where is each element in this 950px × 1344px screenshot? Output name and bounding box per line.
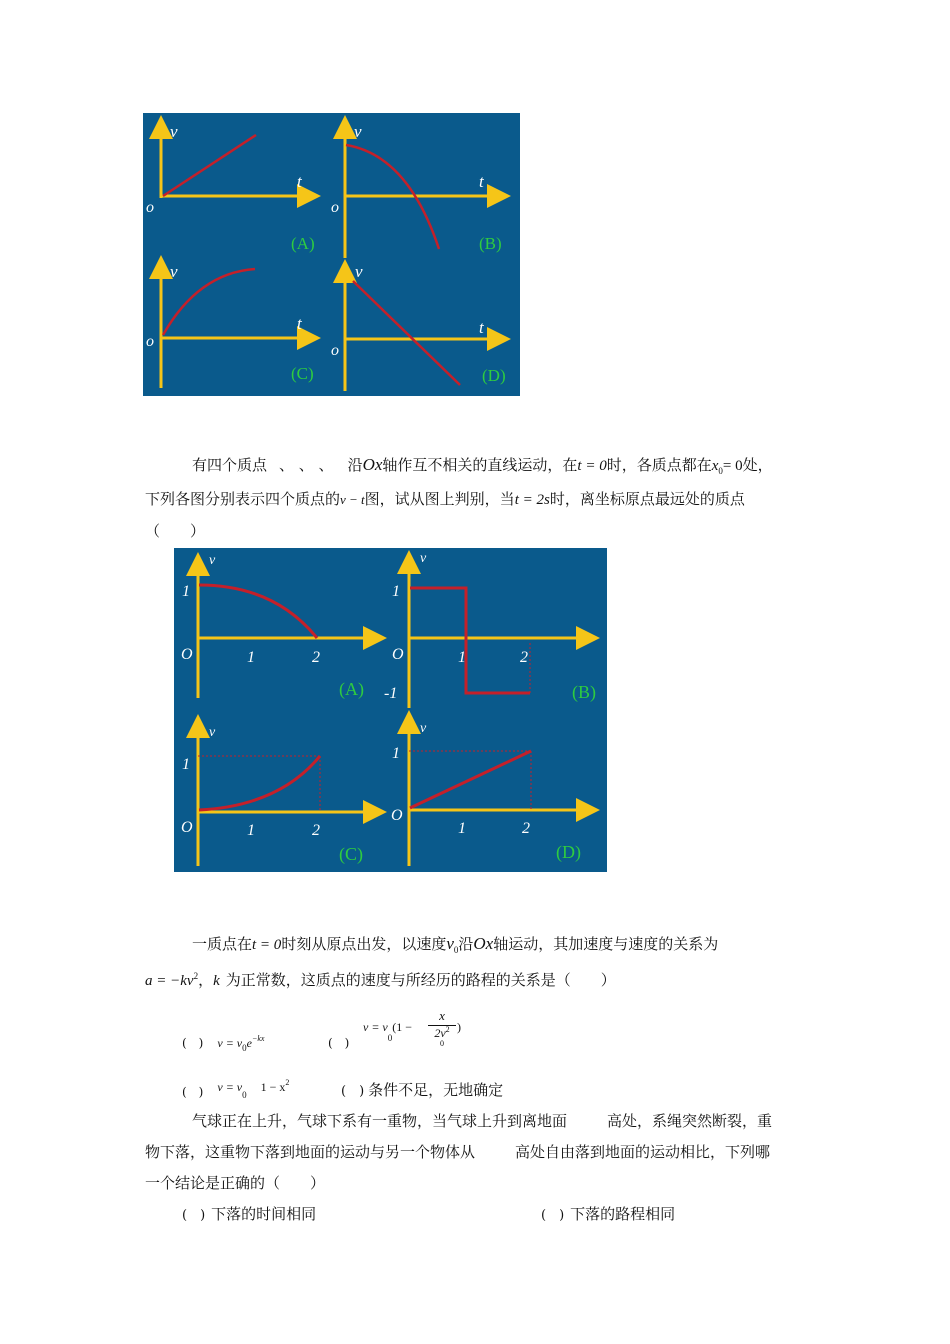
fig2-c-origin: O [181, 819, 193, 836]
fig2-d-origin: O [391, 807, 403, 824]
fig1-b-letter: (B) [479, 234, 502, 253]
q3-option-b: ( ) 下落的路程相同 [541, 1205, 676, 1223]
q2-option-d: ( ) 条件不足，无地确定 [341, 1081, 504, 1099]
fig2-b-v-label: v [420, 551, 427, 566]
fig2-b-origin: O [392, 646, 404, 663]
fig1-a-v-label: v [170, 122, 178, 141]
fig2-a-v-label: v [209, 553, 216, 568]
fig1-a-letter: (A) [291, 234, 315, 253]
q3-line2: 物下落，这重物下落到地面的运动与另一个物体从 高处自由落到地面的运动相比，下列哪 [145, 1143, 771, 1161]
figure1-vt-graphs [143, 113, 520, 396]
fig1-d-letter: (D) [482, 366, 506, 385]
fig1-a-t-label: t [297, 172, 302, 191]
fig2-c-tick2: 2 [312, 822, 320, 839]
fig1-d-t-label: t [479, 318, 484, 337]
fig1-b-t-label: t [479, 172, 484, 191]
fig1-a-origin: o [146, 199, 154, 216]
figure2-vt-graphs [174, 548, 607, 872]
q3-line3: 一个结论是正确的（ ） [145, 1174, 326, 1192]
q2-option-b-fraction: x $2v^2$ 0 [428, 1007, 456, 1048]
fig2-a-origin: O [181, 646, 193, 663]
fig2-a-letter: (A) [339, 679, 364, 699]
fig1-b-v-label: v [354, 122, 362, 141]
q3-option-a: ( ) 下落的时间相同 [182, 1205, 317, 1223]
fig1-d-origin: o [331, 342, 339, 359]
q2-option-a: ( ) $v = v_0e^{-kx}$ [182, 1034, 265, 1053]
fig2-b-vtick: 1 [392, 583, 400, 600]
fig2-a-tick1: 1 [247, 649, 255, 666]
fig2-b-neg: -1 [384, 685, 398, 702]
fig2-a-vtick: 1 [182, 583, 190, 600]
fig2-d-letter: (D) [556, 842, 581, 862]
fig2-b-letter: (B) [572, 682, 596, 702]
q3-line1: 气球正在上升，气球下系有一重物，当气球上升到离地面 高处，系绳突然断裂，重 [192, 1112, 773, 1130]
fig2-b-tick1: 1 [458, 649, 466, 666]
q1-line1: 有四个质点 、 、 、 沿Ox轴作互不相关的直线运动，在t = 0时，各质点都在$x_0= 0$处， [192, 455, 773, 476]
fig2-b-tick2: 2 [520, 649, 528, 666]
fig1-b-origin: o [331, 199, 339, 216]
fig2-c-letter: (C) [339, 844, 363, 864]
q2-line1: 一质点在t = 0时刻从原点出发，以速度$v_0$沿Ox轴运动，其加速度与速度的关系为 [192, 934, 719, 955]
fig2-d-tick1: 1 [458, 820, 466, 837]
fig2-d-v-label: v [420, 721, 427, 736]
fig2-a-tick2: 2 [312, 649, 320, 666]
fig1-c-v-label: v [170, 262, 178, 281]
q1-line3: （ ） [145, 522, 206, 540]
fig2-c-tick1: 1 [247, 822, 255, 839]
fig1-c-letter: (C) [291, 364, 314, 383]
fig1-c-t-label: t [297, 314, 302, 333]
q1-line2: 下列各图分别表示四个质点的v − t图，试从图上判别，当t = 2s时，离坐标原点最远处的质点 [145, 490, 745, 508]
fig1-c-origin: o [146, 333, 154, 350]
q2-line2: $a = -kv^2$，k 为正常数，这质点的速度与所经历的路程的关系是（ ） [145, 971, 616, 989]
fig1-d-v-label: v [355, 262, 363, 281]
fig2-d-vtick: 1 [392, 745, 400, 762]
fig2-c-v-label: v [209, 725, 216, 740]
q2-option-c: ( ) $v = v_01 - x^2$ [182, 1078, 290, 1100]
fig2-c-vtick: 1 [182, 756, 190, 773]
fig2-d-tick2: 2 [522, 820, 530, 837]
